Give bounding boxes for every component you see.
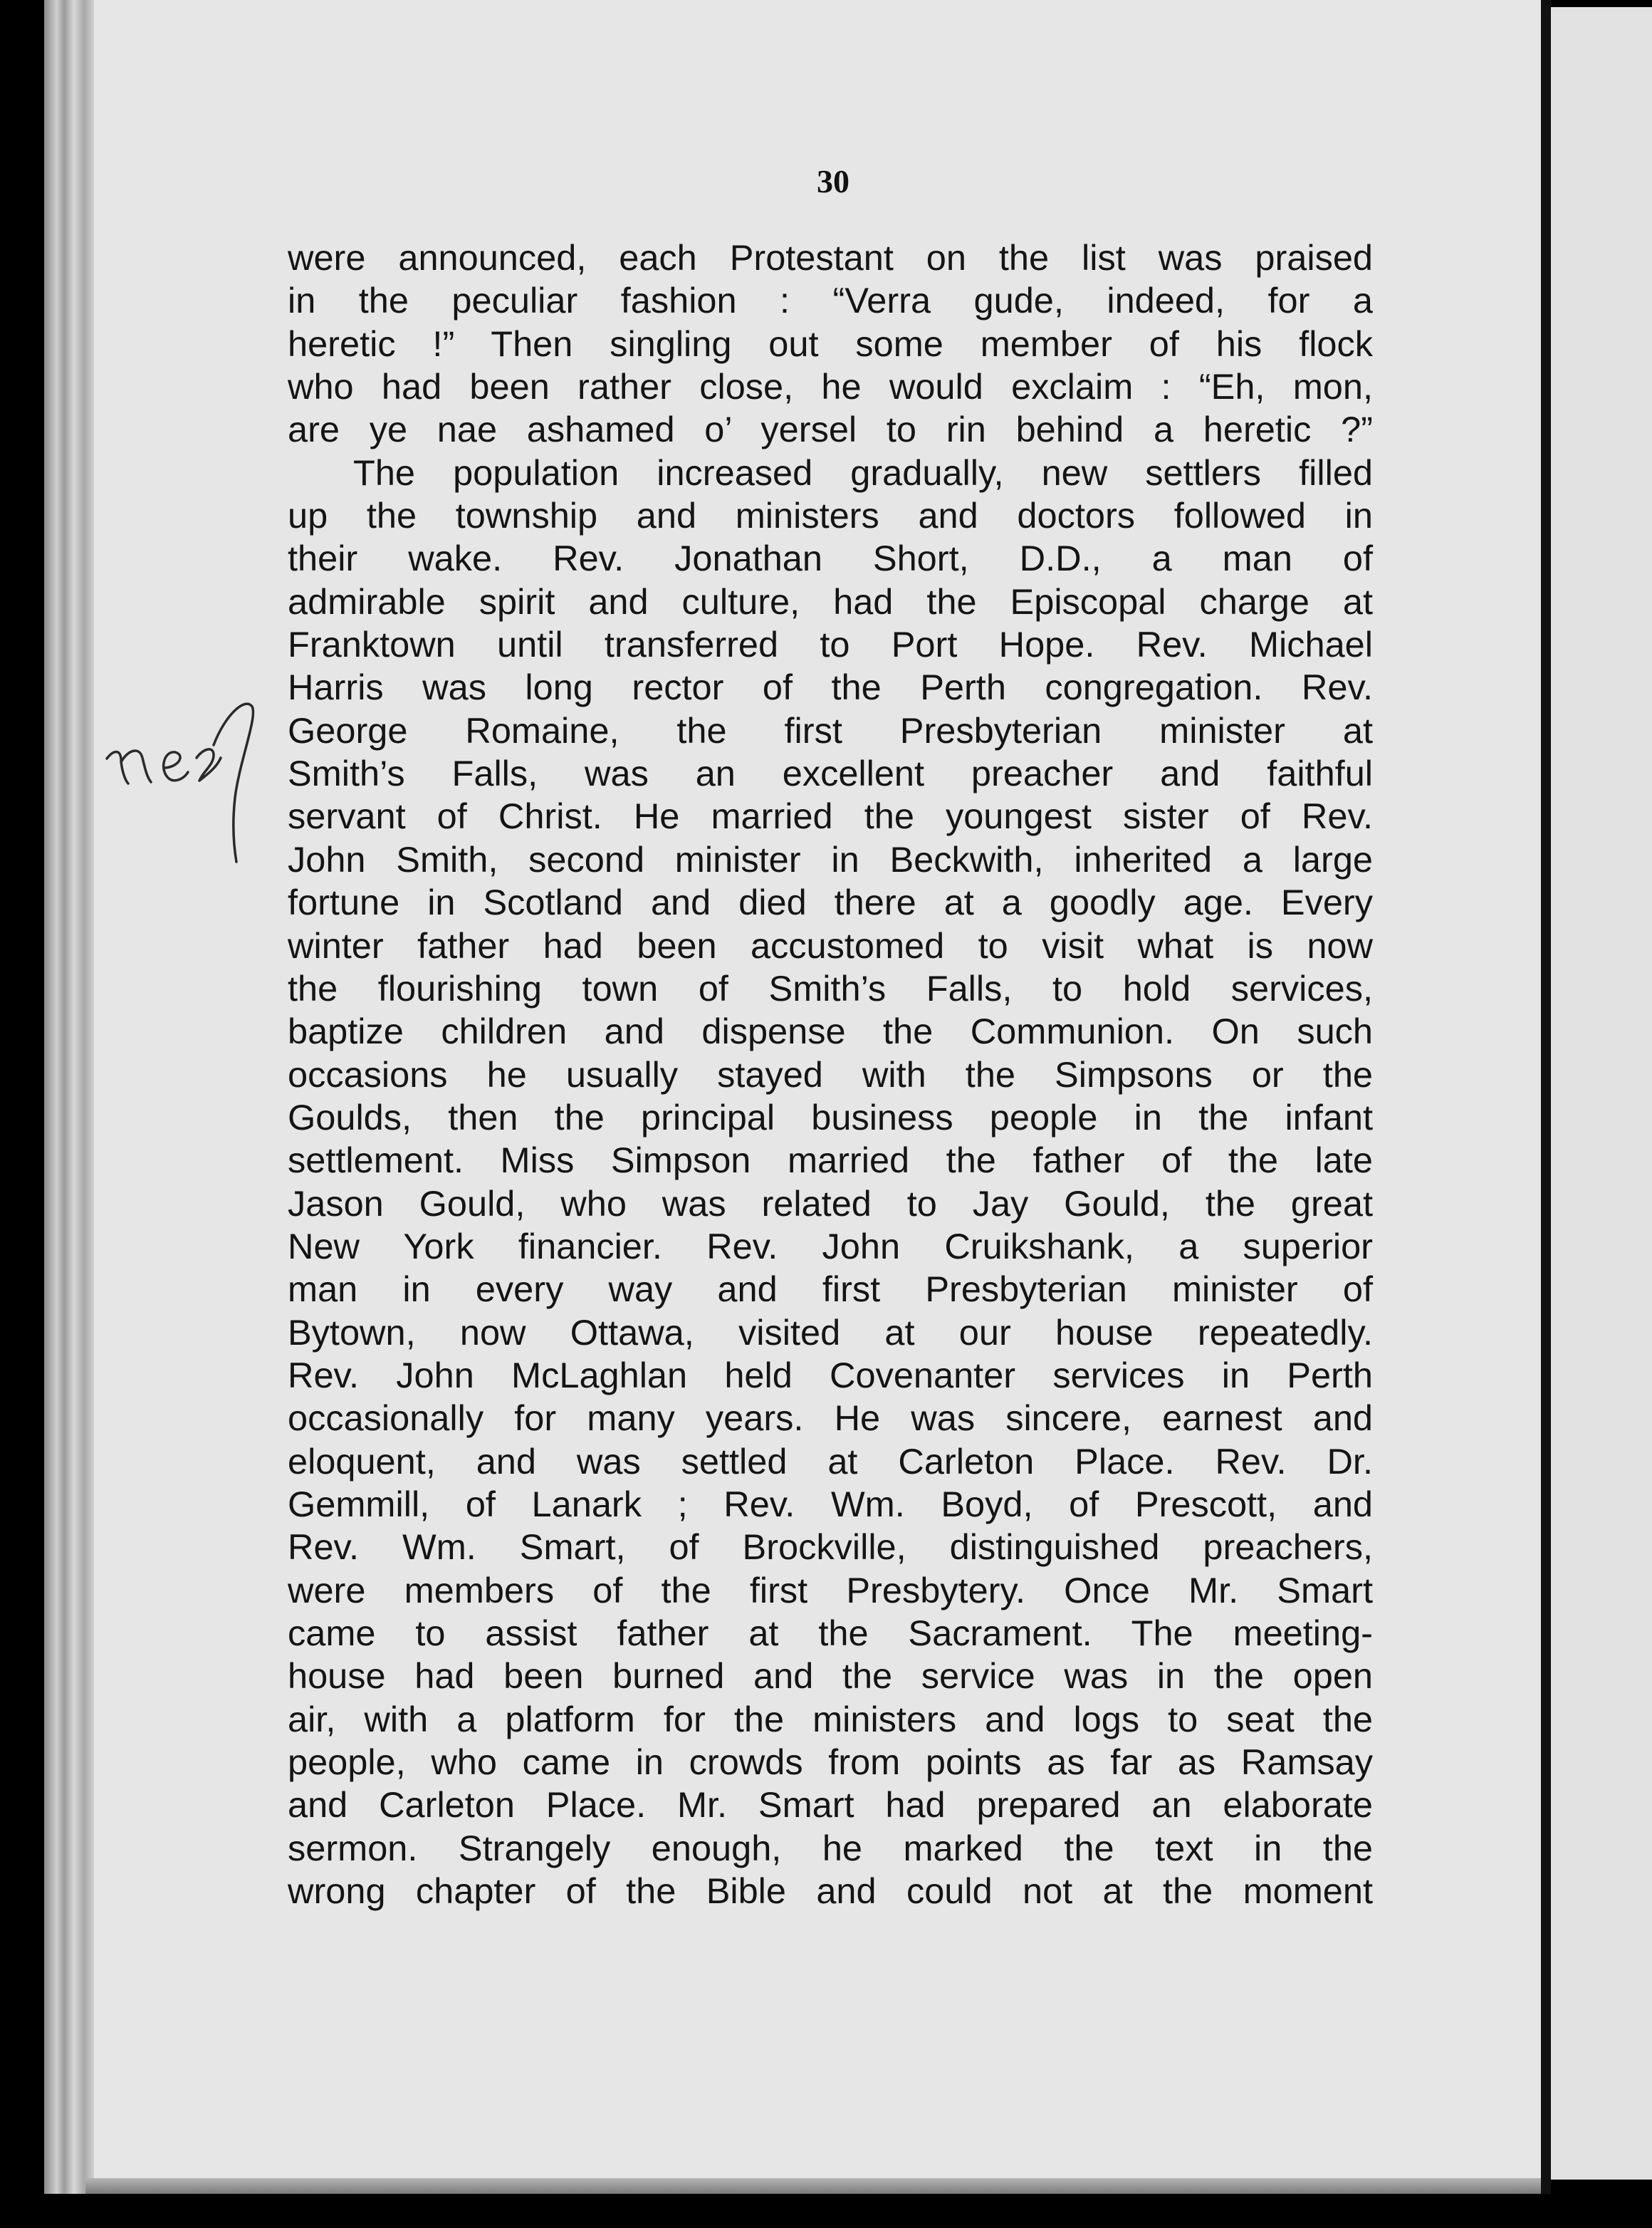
text-line: The population increased gradually, new settlers filled bbox=[353, 452, 1373, 493]
text-line: people, who came in crowds from points as far as Ramsay bbox=[288, 1742, 1373, 1783]
page-number: 30 bbox=[817, 163, 849, 199]
text-line: Jason Gould, who was related to Jay Gould, the great bbox=[288, 1182, 1373, 1224]
text-line: Rev. John McLaghlan held Covenanter services in Perth bbox=[288, 1354, 1373, 1395]
text-line: winter father had been accustomed to visit what is now bbox=[288, 925, 1373, 966]
left-page-edge bbox=[44, 0, 94, 2194]
text-line: house had been burned and the service was in the open bbox=[288, 1655, 1373, 1697]
text-line: occasions he usually stayed with the Simpsons or the bbox=[288, 1053, 1373, 1095]
next-page-strip bbox=[1551, 7, 1652, 2180]
text-line: John Smith, second minister in Beckwith, inherited a large bbox=[288, 838, 1373, 880]
text-line: were announced, each Protestant on the list was praised bbox=[288, 237, 1373, 278]
text-line: air, with a platform for the ministers and logs to seat the bbox=[288, 1698, 1373, 1739]
page-bottom-edge bbox=[85, 2178, 1545, 2194]
text-line: Gemmill, of Lanark ; Rev. Wm. Boyd, of Prescott, and bbox=[288, 1483, 1373, 1524]
text-line: Goulds, then the principal business people in the infant bbox=[288, 1096, 1373, 1138]
text-line: baptize children and dispense the Communion. On such bbox=[288, 1011, 1373, 1052]
body-text bbox=[288, 236, 1373, 1912]
text-line: Harris was long rector of the Perth congregation. Rev. bbox=[288, 667, 1373, 708]
text-line: settlement. Miss Simpson married the father of the late bbox=[288, 1140, 1373, 1181]
text-line: fortune in Scotland and died there at a goodly age. Every bbox=[288, 882, 1373, 923]
text-line: were members of the first Presbytery. Once Mr. Smart bbox=[288, 1569, 1373, 1610]
handwritten-margin-note bbox=[100, 684, 285, 869]
text-line: New York financier. Rev. John Cruikshank, a superior bbox=[288, 1225, 1373, 1266]
text-line: who had been rather close, he would exclaim : “Eh, mon, bbox=[288, 366, 1373, 407]
text-line: eloquent, and was settled at Carleton Place. Rev. Dr. bbox=[288, 1440, 1373, 1482]
text-line: Rev. Wm. Smart, of Brockville, distinguished preachers, bbox=[288, 1526, 1373, 1568]
text-line: Bytown, now Ottawa, visited at our house repeatedly. bbox=[288, 1311, 1373, 1353]
text-line: servant of Christ. He married the youngest sister of Rev. bbox=[288, 796, 1373, 837]
text-line: George Romaine, the first Presbyterian minister at bbox=[288, 709, 1373, 751]
text-line: are ye nae ashamed o’ yersel to rin behind a heretic ?” bbox=[288, 409, 1373, 450]
text-line: came to assist father at the Sacrament. The meeting- bbox=[288, 1613, 1373, 1653]
text-line: the flourishing town of Smith’s Falls, to hold services, bbox=[288, 967, 1373, 1009]
text-line: wrong chapter of the Bible and could not at the moment bbox=[288, 1870, 1373, 1912]
text-line: Smith’s Falls, was an excellent preacher and faithful bbox=[288, 753, 1373, 794]
text-line: occasionally for many years. He was sincere, earnest and bbox=[288, 1397, 1373, 1439]
text-line: in the peculiar fashion : “Verra gude, indeed, for a bbox=[288, 280, 1373, 321]
text-line: heretic !” Then singling out some member of his flock bbox=[288, 323, 1373, 364]
text-line: man in every way and first Presbyterian minister of bbox=[288, 1269, 1373, 1310]
text-line: sermon. Strangely enough, he marked the text in the bbox=[288, 1827, 1373, 1868]
text-line: Franktown until transferred to Port Hope. Rev. Michael bbox=[288, 624, 1373, 665]
text-line: and Carleton Place. Mr. Smart had prepared an elaborate bbox=[288, 1784, 1373, 1826]
text-line: their wake. Rev. Jonathan Short, D.D., a man of bbox=[288, 538, 1373, 579]
page-gutter-shadow bbox=[1541, 0, 1551, 2194]
text-line: admirable spirit and culture, had the Episcopal charge at bbox=[288, 581, 1373, 622]
text-line: up the township and ministers and doctors followed in bbox=[288, 495, 1373, 536]
